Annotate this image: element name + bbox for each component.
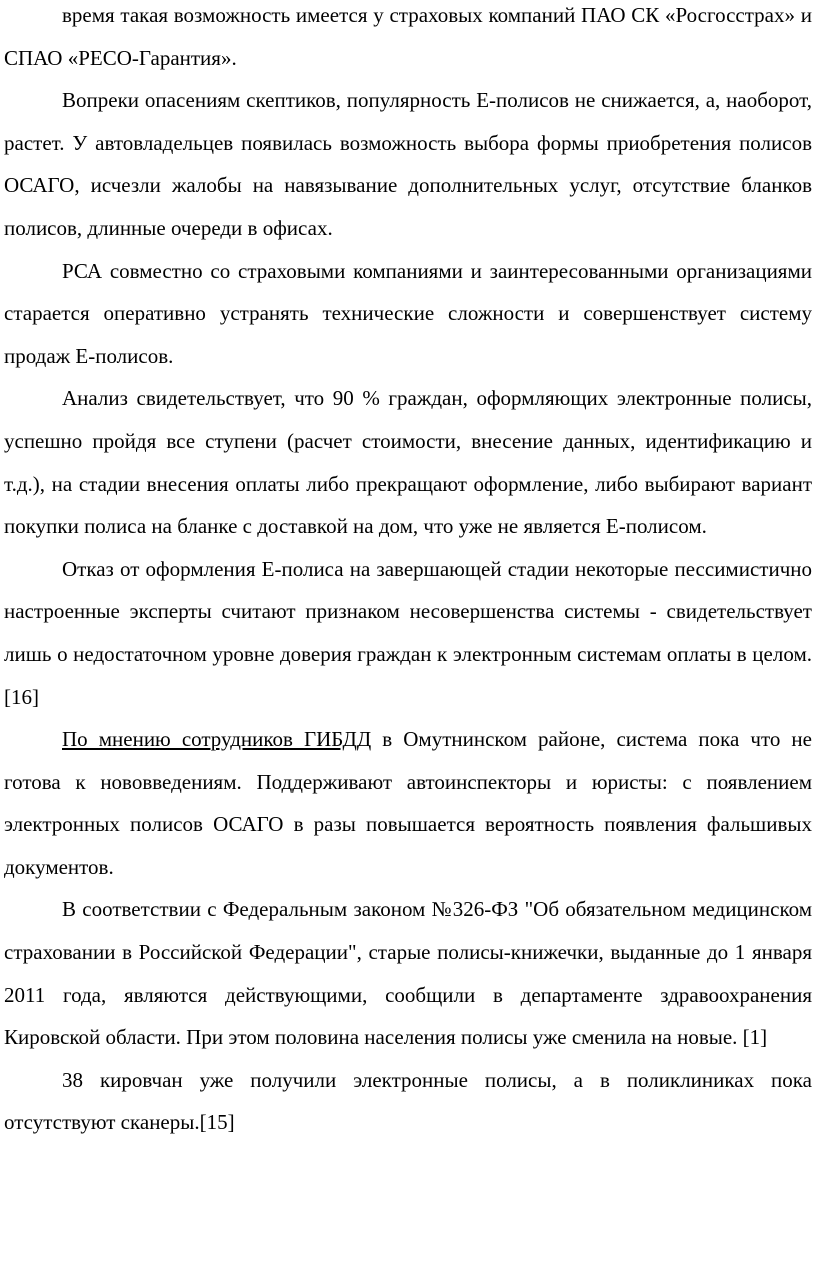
paragraph-text: Анализ свидетельствует, что 90 % граждан, оформляющих электронные полисы, успешно пройдя все ступени (расчет стоимости, внесение данных, идентификацию и т.д.), на стадии внесения оплаты либо прекращают оформление, либо выбирают вариант покупки полиса на бланке с доставкой на дом, что уже не является Е-полисом. bbox=[4, 386, 812, 539]
paragraph bbox=[4, 548, 812, 718]
paragraph-text: время такая возможность имеется у страховых компаний ПАО СК «Росгосстрах» и СПАО «РЕСО-Гарантия». bbox=[4, 3, 812, 70]
paragraph-text: в Омутнинском районе, система пока что не готова к нововведениям. Поддерживают автоинспекторы и юристы: с появлением электронных полисов ОСАГО в разы повышается вероятность появления фальшивых документов. bbox=[4, 727, 812, 879]
paragraph-text: РСА совместно со страховыми компаниями и заинтересованными организациями старается оперативно устранять технические сложности и совершенствует систему продаж Е-полисов. bbox=[4, 258, 812, 368]
paragraph-continued bbox=[4, 0, 812, 79]
paragraph-text: Вопреки опасениям скептиков, популярность Е-полисов не снижается, а, наоборот, растет. У автовладельцев появилась возможность выбора формы приобретения полисов ОСАГО, исчезли жалобы на навязывание дополнительных услуг, отсутствие бланков полисов, длинные очереди в офисах. bbox=[4, 88, 812, 240]
underlined-phrase: По мнению сотрудников ГИБДД bbox=[62, 727, 372, 752]
paragraph-text: 38 кировчан уже получили электронные полисы, а в поликлиниках пока отсутствуют сканеры.[15] bbox=[4, 1067, 812, 1135]
paragraph bbox=[4, 79, 812, 249]
paragraph bbox=[4, 377, 812, 547]
paragraph bbox=[4, 1059, 812, 1144]
paragraph-text: Отказ от оформления Е-полиса на завершающей стадии некоторые пессимистично настроенные эксперты считают признаком несовершенства системы - свидетельствует лишь о недостаточном уровне доверия граждан к электронным системам оплаты в целом.[16] bbox=[4, 556, 812, 709]
paragraph bbox=[4, 888, 812, 1058]
paragraph-text: В соответствии с Федеральным законом №326-ФЗ "Об обязательном медицинском страховании в Российской Федерации", старые полисы-книжечки, выданные до 1 января 2011 года, являются действующими, сообщили в департаменте здравоохранения Кировской области. При этом половина населения полисы уже сменила на новые. [1] bbox=[4, 897, 812, 1050]
paragraph bbox=[4, 718, 812, 888]
paragraph bbox=[4, 250, 812, 378]
